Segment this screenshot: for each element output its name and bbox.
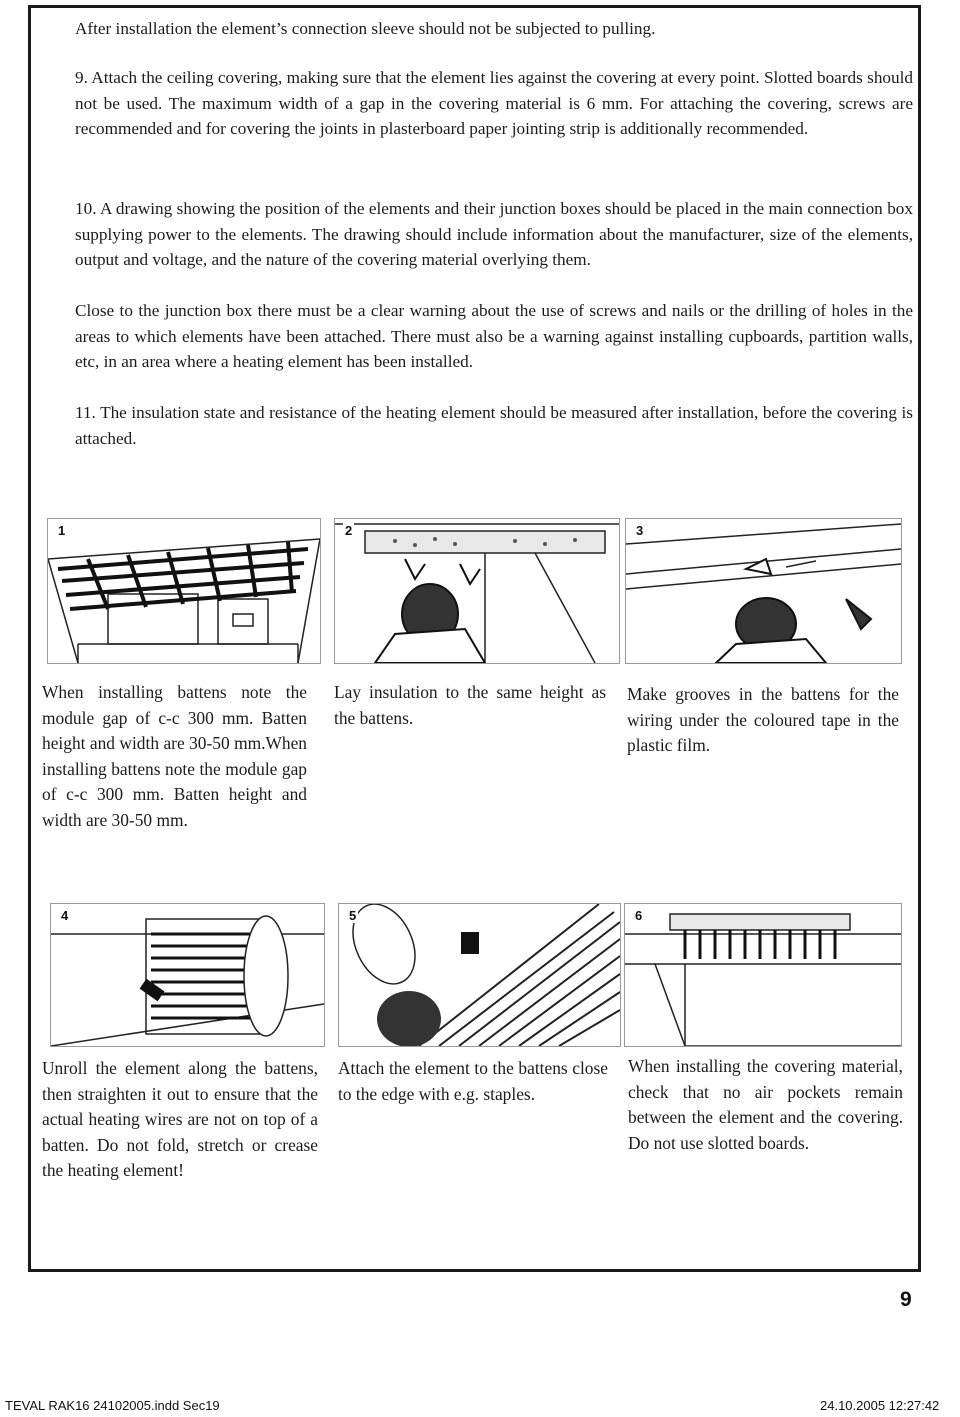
figure-2-caption: Lay insulation to the same height as the battens.: [334, 682, 606, 728]
attach-element-drawing: [339, 904, 620, 1046]
footer-timestamp: 24.10.2005 12:27:42: [820, 1398, 940, 1413]
figure-5-number: 5: [349, 908, 357, 923]
figure-1-illustration: [47, 518, 321, 664]
intro-paragraph: After installation the element’s connection sleeve should not be subjected to pulling.: [75, 19, 656, 38]
footer-file-info: TEVAL RAK16 24102005.indd Sec19: [5, 1398, 220, 1413]
covering-installation-drawing: [625, 904, 901, 1046]
grooving-battens-drawing: [626, 519, 901, 663]
figure-4-caption: Unroll the element along the battens, then straighten it out to ensure that the actual heating wires are not on top of a batten. Do not fold, stretch or crease the heating element!: [42, 1058, 318, 1181]
figure-6-illustration: [624, 903, 902, 1047]
step-9-paragraph: 9. Attach the ceiling covering, making sure that the element lies against the covering at every point. Slotted boards should not be used. The maximum width of a gap in the covering material is 6 mm. For attaching the covering, screws are recommended and for covering the joints in plasterboard paper jointing strip is additionally recommended.: [75, 68, 913, 139]
figure-1-number: 1: [58, 523, 66, 538]
unroll-element-drawing: [51, 904, 324, 1046]
ceiling-battens-drawing: [48, 519, 320, 663]
figure-3-number: 3: [636, 523, 644, 538]
figure-3-illustration: [625, 518, 902, 664]
step-11-paragraph: 11. The insulation state and resistance of the heating element should be measured after installation, before the covering is attached.: [75, 403, 913, 448]
step-10-paragraph: 10. A drawing showing the position of the elements and their junction boxes should be placed in the main connection box supplying power to the elements. The drawing should include information about the manufacturer, size of the elements, output and voltage, and the nature of the covering material overlying them.: [75, 199, 913, 270]
figure-6-number: 6: [635, 908, 643, 923]
figure-5-caption: Attach the element to the battens close to the edge with e.g. staples.: [338, 1058, 608, 1104]
page-number: 9: [900, 1288, 912, 1311]
insulation-drawing: [335, 519, 619, 663]
figure-3-caption: Make grooves in the battens for the wiring under the coloured tape in the plastic film.: [627, 684, 899, 756]
figure-5-illustration: [338, 903, 621, 1047]
figure-6-caption: When installing the covering material, check that no air pockets remain between the element and the covering. Do not use slotted boards.: [628, 1056, 903, 1153]
figure-4-number: 4: [61, 908, 69, 923]
figure-2-number: 2: [345, 523, 353, 538]
figure-2-illustration: [334, 518, 620, 664]
step-10-warning-paragraph: Close to the junction box there must be a clear warning about the use of screws and nails or the drilling of holes in the areas to which elements have been attached. There must also be a warning against installing cupboards, partition walls, etc, in an area where a heating element has been installed.: [75, 301, 913, 372]
figure-4-illustration: [50, 903, 325, 1047]
figure-1-caption: When installing battens note the module gap of c-c 300 mm. Batten height and width are 30-50 mm.When installing battens note the module gap of c-c 300 mm. Batten height and width are 30-50 mm.: [42, 682, 307, 830]
